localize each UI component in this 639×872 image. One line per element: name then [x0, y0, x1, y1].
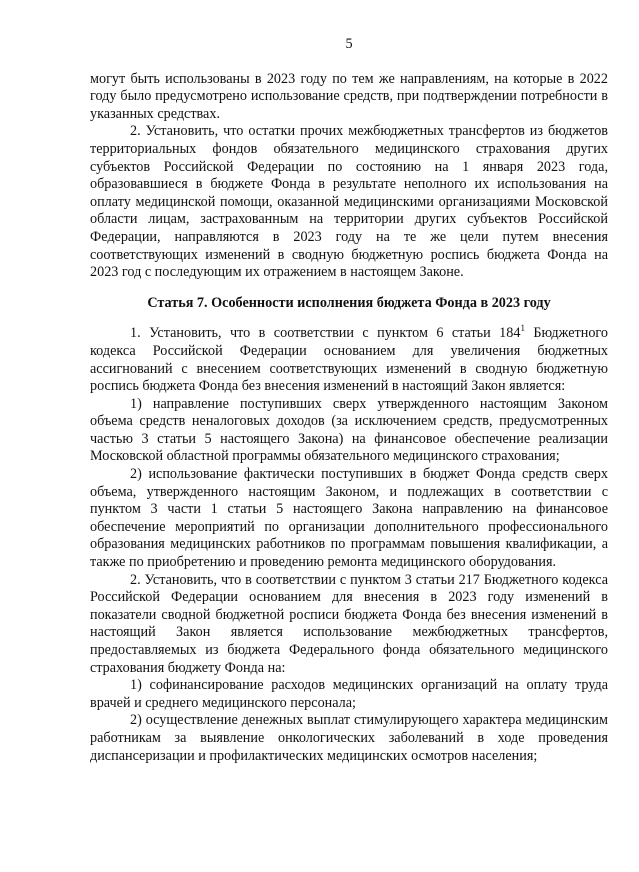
article-paragraph-1-part2: Бюджетного кодекса Российской Федерации основанием для увеличения бюджетных ассигнований с внесением соответствующих изменений в сводную бюджетную роспись бюджета Фонда без внесения изменений в настоящий Закон является: [90, 325, 608, 395]
document-page [90, 36, 608, 765]
article-paragraph-1-superscript: 1 [520, 323, 525, 334]
subitem-2-actual-receipts: 2) использование фактически поступивших в бюджет Фонда средств сверх объема, утвержденного настоящим Законом, и подлежащих в соответствии с пунктом 3 части 1 статьи 5 настоящего Закона направлению на финансовое обеспечение мероприятий по организации дополнительного профессионального образования медицинских работников по программам повышения квалификации, а также по приобретению и проведению ремонта медицинского оборудования. [90, 466, 608, 571]
subitem-1-cofinancing: 1) софинансирование расходов медицинских организаций на оплату труда врачей и среднего медицинского персонала; [90, 677, 608, 711]
subitem-2-incentive-payments: 2) осуществление денежных выплат стимулирующего характера медицинским работникам за выявление онкологических заболеваний в ходе проведения диспансеризации и профилактических медицинских осмотров населения; [90, 712, 608, 764]
article-paragraph-1-part1: 1. Установить, что в соответствии с пунктом 6 статьи 184 [130, 325, 521, 342]
article-paragraph-2: 2. Установить, что в соответствии с пунктом 3 статьи 217 Бюджетного кодекса Российской Федерации основанием для внесения в 2023 году изменений в показатели сводной бюджетной росписи бюджета Фонда без внесения изменений в настоящий Закон является использование межбюджетных трансфертов, предоставляемых из бюджета Федерального фонда обязательного медицинского страхования бюджету Фонда на: [90, 571, 608, 676]
page-number: 5 [345, 36, 353, 52]
article-heading: Статья 7. Особенности исполнения бюджета Фонда в 2023 году [147, 294, 551, 311]
article-paragraph-1 [90, 325, 608, 395]
subitem-1-non-tax-income: 1) направление поступивших сверх утвержденного настоящим Законом объема средств неналоговых доходов (за исключением средств, предусмотренных частью 3 статьи 5 настоящего Закона) на финансовое обеспечение реализации Московской областной программы обязательного медицинского страхования; [90, 395, 608, 465]
paragraph-continuation: могут быть использованы в 2023 году по тем же направлениям, на которые в 2022 году было предусмотрено использование средств, при подтверждении потребности в указанных средствах. [90, 70, 608, 122]
paragraph-item-2: 2. Установить, что остатки прочих межбюджетных трансфертов из бюджетов территориальных фондов обязательного медицинского страхования других субъектов Российской Федерации по состоянию на 1 января 2023 года, образовавшиеся в бюджете Фонда в результате неполного их использования на оплату медицинской помощи, оказанной медицинскими организациями Московской области лицам, застрахованным на территории других субъектов Российской Федерации, направляются в 2023 году на те же цели путем внесения соответствующих изменений в сводную бюджетную роспись бюджета Фонда на 2023 год с последующим их отражением в настоящем Законе. [90, 123, 608, 281]
